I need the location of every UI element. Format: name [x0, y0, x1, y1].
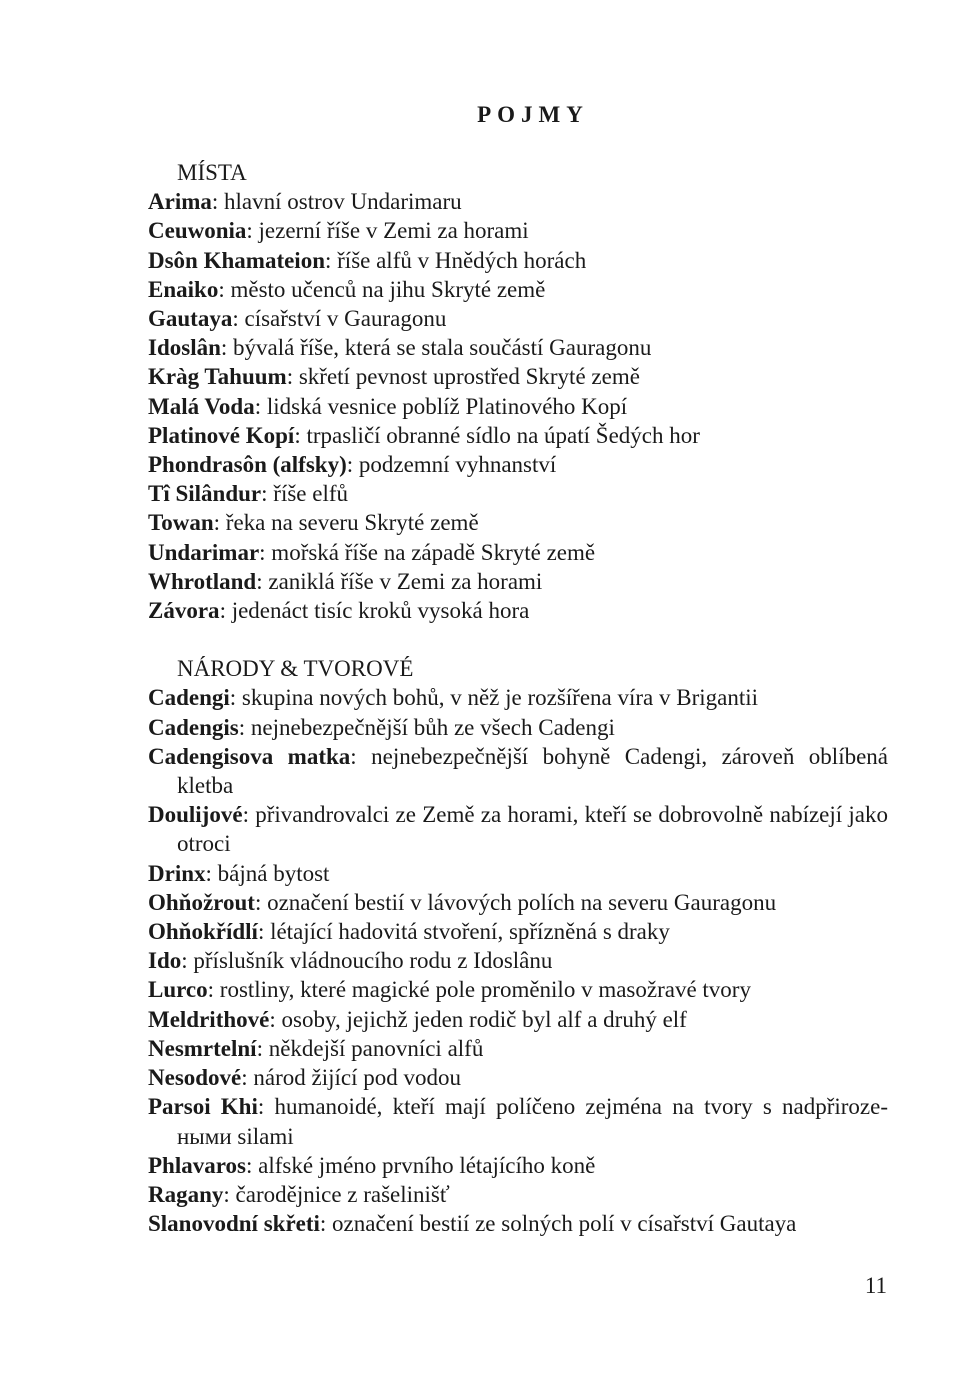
entry-definition: : rostliny, které magické pole proměnilo v masožravé tvory [207, 977, 751, 1003]
entry-definition: : příslušník vládnoucího rodu z Idoslânu [181, 948, 553, 974]
section-heading: MÍSTA [177, 160, 247, 185]
entry-term: Dsôn Khamateion [148, 247, 325, 273]
glossary-entry [148, 742, 888, 800]
entry-definition: : označení bestií ze solných polí v císařství Gautaya [319, 1211, 797, 1237]
glossary-entry [148, 596, 888, 625]
entry-term: Towan [148, 510, 214, 536]
entry-term: Enaiko [148, 276, 219, 302]
entry-definition: : alfské jméno prvního létajícího koně [245, 1152, 596, 1178]
entry-definition: : lidská vesnice poblíž Platinového Kopí [254, 393, 628, 419]
entry-definition: : císařství v Gauragonu [232, 306, 447, 332]
glossary-entry [148, 392, 888, 421]
entry-term: Platinové Kopí [148, 422, 295, 448]
section-heading: NÁRODY & TVOROVÉ [177, 656, 414, 682]
entry-term: Tî Silândur [148, 481, 262, 507]
entry-definition: : hlavní ostrov Undarimaru [211, 189, 462, 215]
glossary-entry [148, 1180, 888, 1209]
glossary-entry [148, 946, 888, 975]
entry-definition: : město učenců na jihu Skryté země [218, 276, 546, 302]
glossary-entry [148, 333, 888, 362]
glossary-entry [148, 1063, 888, 1092]
glossary-entry [148, 800, 888, 858]
entry-term: Cadengisova matka [148, 743, 351, 769]
glossary-entry [148, 917, 888, 946]
entry-term: Arima [148, 189, 212, 215]
glossary-entry [148, 1034, 888, 1063]
entry-term: Cadengi [148, 685, 230, 711]
section-nations-creatures [148, 654, 888, 1238]
entry-term: Ido [148, 948, 182, 974]
entry-definition: : nejnebezpečnější bohyně Cadengi, zároveň oblíbená kletba [177, 743, 889, 799]
entry-term: Kràg Tahuum [148, 364, 287, 390]
entry-definition: : přivandrovalci ze Země za horami, kteří se dobrovolně nabízejí jako otroci [177, 802, 888, 857]
glossary-entry [148, 421, 888, 450]
glossary-entry [148, 450, 888, 479]
section-places [148, 158, 888, 625]
entry-definition: : humanoidé, kteří mají políčeno zejména na tvory s nadpřiroze-ными silami [177, 1094, 888, 1149]
glossary-entry [148, 888, 888, 917]
glossary-entry [148, 362, 888, 391]
entry-term: Ragany [148, 1181, 224, 1207]
entry-definition: : skřetí pevnost uprostřed Skryté země [286, 364, 640, 390]
entry-definition: : jedenáct tisíc kroků vysoká hora [219, 598, 530, 624]
page-title: POJMY [477, 102, 589, 127]
entry-term: Phondrasôn (alfsky) [148, 452, 347, 478]
entry-definition: : někdejší panovníci alfů [256, 1035, 484, 1061]
glossary-entry [148, 859, 888, 888]
entry-definition: : označení bestií v lávových polích na severu Gauragonu [254, 889, 777, 915]
entry-definition: : zaniklá říše v Zemi za horami [256, 568, 543, 594]
entry-term: Závora [148, 598, 220, 624]
entry-definition: : trpasličí obranné sídlo na úpatí Šedých hor [294, 422, 700, 448]
entry-definition: : mořská říše na západě Skryté země [259, 539, 596, 565]
glossary-entry [148, 683, 888, 712]
entry-definition: : nejnebezpečnější bůh ze všech Cadengi [238, 714, 615, 740]
glossary-entry [148, 538, 888, 567]
glossary-entry [148, 275, 888, 304]
entry-term: Phlavaros [148, 1152, 246, 1178]
glossary-entry [148, 567, 888, 596]
entry-definition: : osoby, jejichž jeden rodič byl alf a druhý elf [269, 1006, 687, 1032]
entry-term: Nesmrtelní [148, 1035, 257, 1061]
entry-term: Doulijové [148, 802, 243, 828]
entry-term: Ohňokřídlí [148, 919, 258, 945]
entry-term: Whrotland [148, 568, 257, 594]
entry-definition: : říše elfů [261, 481, 348, 507]
entry-definition: : jezerní říše v Zemi za horami [246, 218, 529, 244]
entry-definition: : létající hadovitá stvoření, spřízněná s draky [257, 919, 670, 945]
entry-term: Idoslân [148, 335, 221, 361]
glossary-entry [148, 508, 888, 537]
glossary-entry [148, 1092, 888, 1150]
entry-definition: : podzemní vyhnanství [346, 452, 557, 478]
entry-definition: : národ žijící pod vodou [241, 1065, 462, 1091]
entry-term: Cadengis [148, 714, 239, 740]
entry-term: Malá Voda [148, 393, 255, 419]
entry-definition: : říše alfů v Hnědých horách [325, 247, 587, 273]
entry-definition: : řeka na severu Skryté země [213, 510, 479, 536]
entry-term: Parsoi Khi [148, 1094, 258, 1120]
glossary-entry [148, 304, 888, 333]
entry-definition: : bájná bytost [205, 860, 330, 886]
entry-term: Gautaya [148, 306, 233, 332]
glossary-entry [148, 187, 888, 216]
glossary-entry [148, 246, 888, 275]
glossary-entry [148, 1209, 888, 1238]
entry-term: Lurco [148, 977, 208, 1003]
entry-term: Undarimar [148, 539, 260, 565]
glossary-entry [148, 216, 888, 245]
entry-term: Drinx [148, 860, 206, 886]
entry-term: Slanovodní skřeti [148, 1211, 320, 1237]
entry-definition: : bývalá říše, která se stala součástí Gauragonu [220, 335, 652, 361]
entry-definition: : skupina nových bohů, v něž je rozšířena víra v Brigantii [229, 685, 759, 711]
glossary-entry [148, 479, 888, 508]
page-number: 11 [864, 1273, 887, 1298]
entry-term: Ohňožrout [148, 889, 255, 915]
glossary-entry [148, 713, 888, 742]
glossary-entry [148, 1151, 888, 1180]
entry-definition: : čarodějnice z rašelinišť [223, 1181, 450, 1207]
glossary-entry [148, 1005, 888, 1034]
glossary-content [148, 158, 888, 1238]
glossary-entry [148, 975, 888, 1004]
entry-term: Meldrithové [148, 1006, 270, 1032]
entry-term: Ceuwonia [148, 218, 247, 244]
entry-term: Nesodové [148, 1065, 242, 1091]
